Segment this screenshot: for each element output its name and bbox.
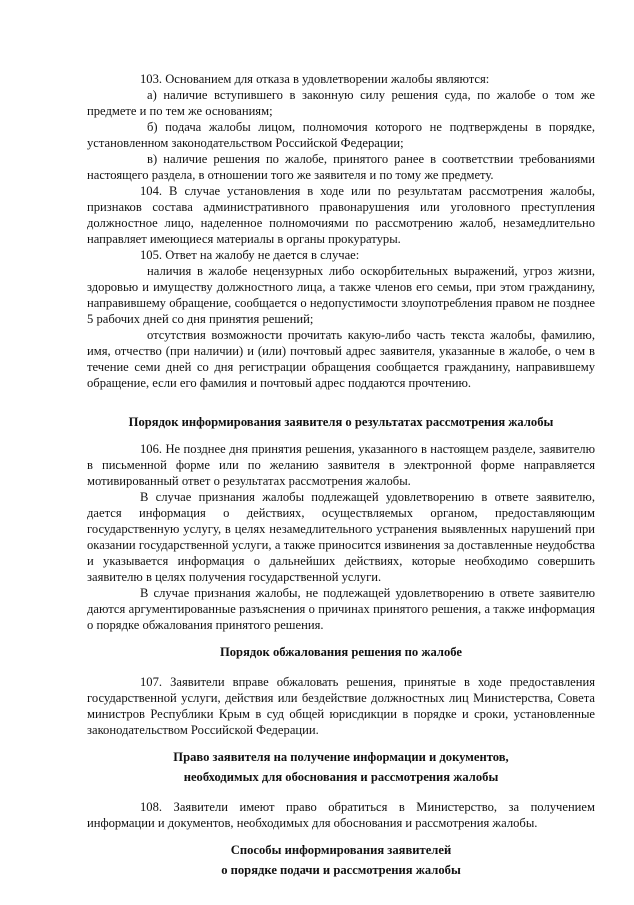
paragraph-106-satisfied: В случае признания жалобы подлежащей удовлетворению в ответе заявителю, дается информация о действиях, осуществляемых органом, предоставляющим государственную услугу, в целях незамедлительного устранения выявленных нарушений при оказании государственной услуги, а также приносится извинения за доставленные неудобства и указывается информация о дальнейших действиях, которые необходимо совершить заявителю в целях получения государственной услуги. bbox=[87, 490, 595, 584]
heading-right-to-information-line-1: Право заявителя на получение информации и документов, bbox=[173, 750, 509, 764]
paragraph-103: 103. Основанием для отказа в удовлетворении жалобы являются: bbox=[140, 72, 490, 86]
paragraph-106-rejected: В случае признания жалобы, не подлежащей удовлетворению в ответе заявителю даются аргументированные разъяснения о причинах принятого решения, а также информация о порядке обжалования принятого решения. bbox=[87, 586, 595, 632]
heading-informing-methods bbox=[87, 840, 595, 880]
paragraph-108: 108. Заявители имеют право обратиться в Министерство, за получением информации и документов, необходимых для обоснования и рассмотрения жалобы. bbox=[87, 800, 595, 830]
heading-appeal-procedure: Порядок обжалования решения по жалобе bbox=[219, 645, 463, 659]
paragraph-105-item-2: отсутствия возможности прочитать какую-либо часть текста жалобы, фамилию, имя, отчество (при наличии) и (или) почтовый адрес заявителя, указанные в жалобе, о чем в течение семи дней со дня регистрации обращения сообщается гражданину, направившему обращение, если его фамилия и почтовый адрес поддаются прочтению. bbox=[87, 328, 595, 390]
heading-informing-results: Порядок информирования заявителя о результатах рассмотрения жалобы bbox=[128, 415, 554, 429]
paragraph-103-a: а) наличие вступившего в законную силу решения суда, по жалобе о том же предмете и по тем же основаниям; bbox=[87, 88, 595, 118]
paragraph-105: 105. Ответ на жалобу не дается в случае: bbox=[140, 248, 360, 262]
paragraph-103-b: б) подача жалобы лицом, полномочия которого не подтверждены в порядке, установленном законодательством Российской Федерации; bbox=[87, 120, 595, 150]
paragraph-106: 106. Не позднее дня принятия решения, указанного в настоящем разделе, заявителю в письменной форме или по желанию заявителя в электронной форме направляется мотивированный ответ о результатах рассмотрения жалобы. bbox=[87, 442, 595, 488]
paragraph-104: 104. В случае установления в ходе или по результатам рассмотрения жалобы, признаков состава административного правонарушения или уголовного преступления должностное лицо, наделенное полномочиями по рассмотрению жалоб, незамедлительно направляет имеющиеся материалы в органы прокуратуры. bbox=[87, 184, 595, 246]
paragraph-103-c: в) наличие решения по жалобе, принятого ранее в соответствии требованиями настоящего раздела, в отношении того же заявителя и по тому же предмету. bbox=[87, 152, 595, 182]
heading-informing-methods-line-1: Способы информирования заявителей bbox=[230, 843, 452, 857]
heading-right-to-information bbox=[87, 747, 595, 787]
paragraph-105-item-1: наличия в жалобе нецензурных либо оскорбительных выражений, угроз жизни, здоровью и имуществу должностного лица, а также членов его семьи, при этом гражданину, направившему обращение, сообщается о недопустимости злоупотребления правом не позднее 5 рабочих дней со дня принятия решений; bbox=[87, 264, 595, 326]
document-body bbox=[87, 71, 595, 880]
heading-informing-methods-line-2: о порядке подачи и рассмотрения жалобы bbox=[221, 863, 461, 877]
heading-right-to-information-line-2: необходимых для обоснования и рассмотрения жалобы bbox=[183, 770, 499, 784]
paragraph-107: 107. Заявители вправе обжаловать решения, принятые в ходе предоставления государственной услуги, действия или бездействие должностных лиц Министерства, Совета министров Республики Крым в суд общей юрисдикции в порядке и сроки, установленные законодательством Российской Федерации. bbox=[87, 675, 595, 737]
